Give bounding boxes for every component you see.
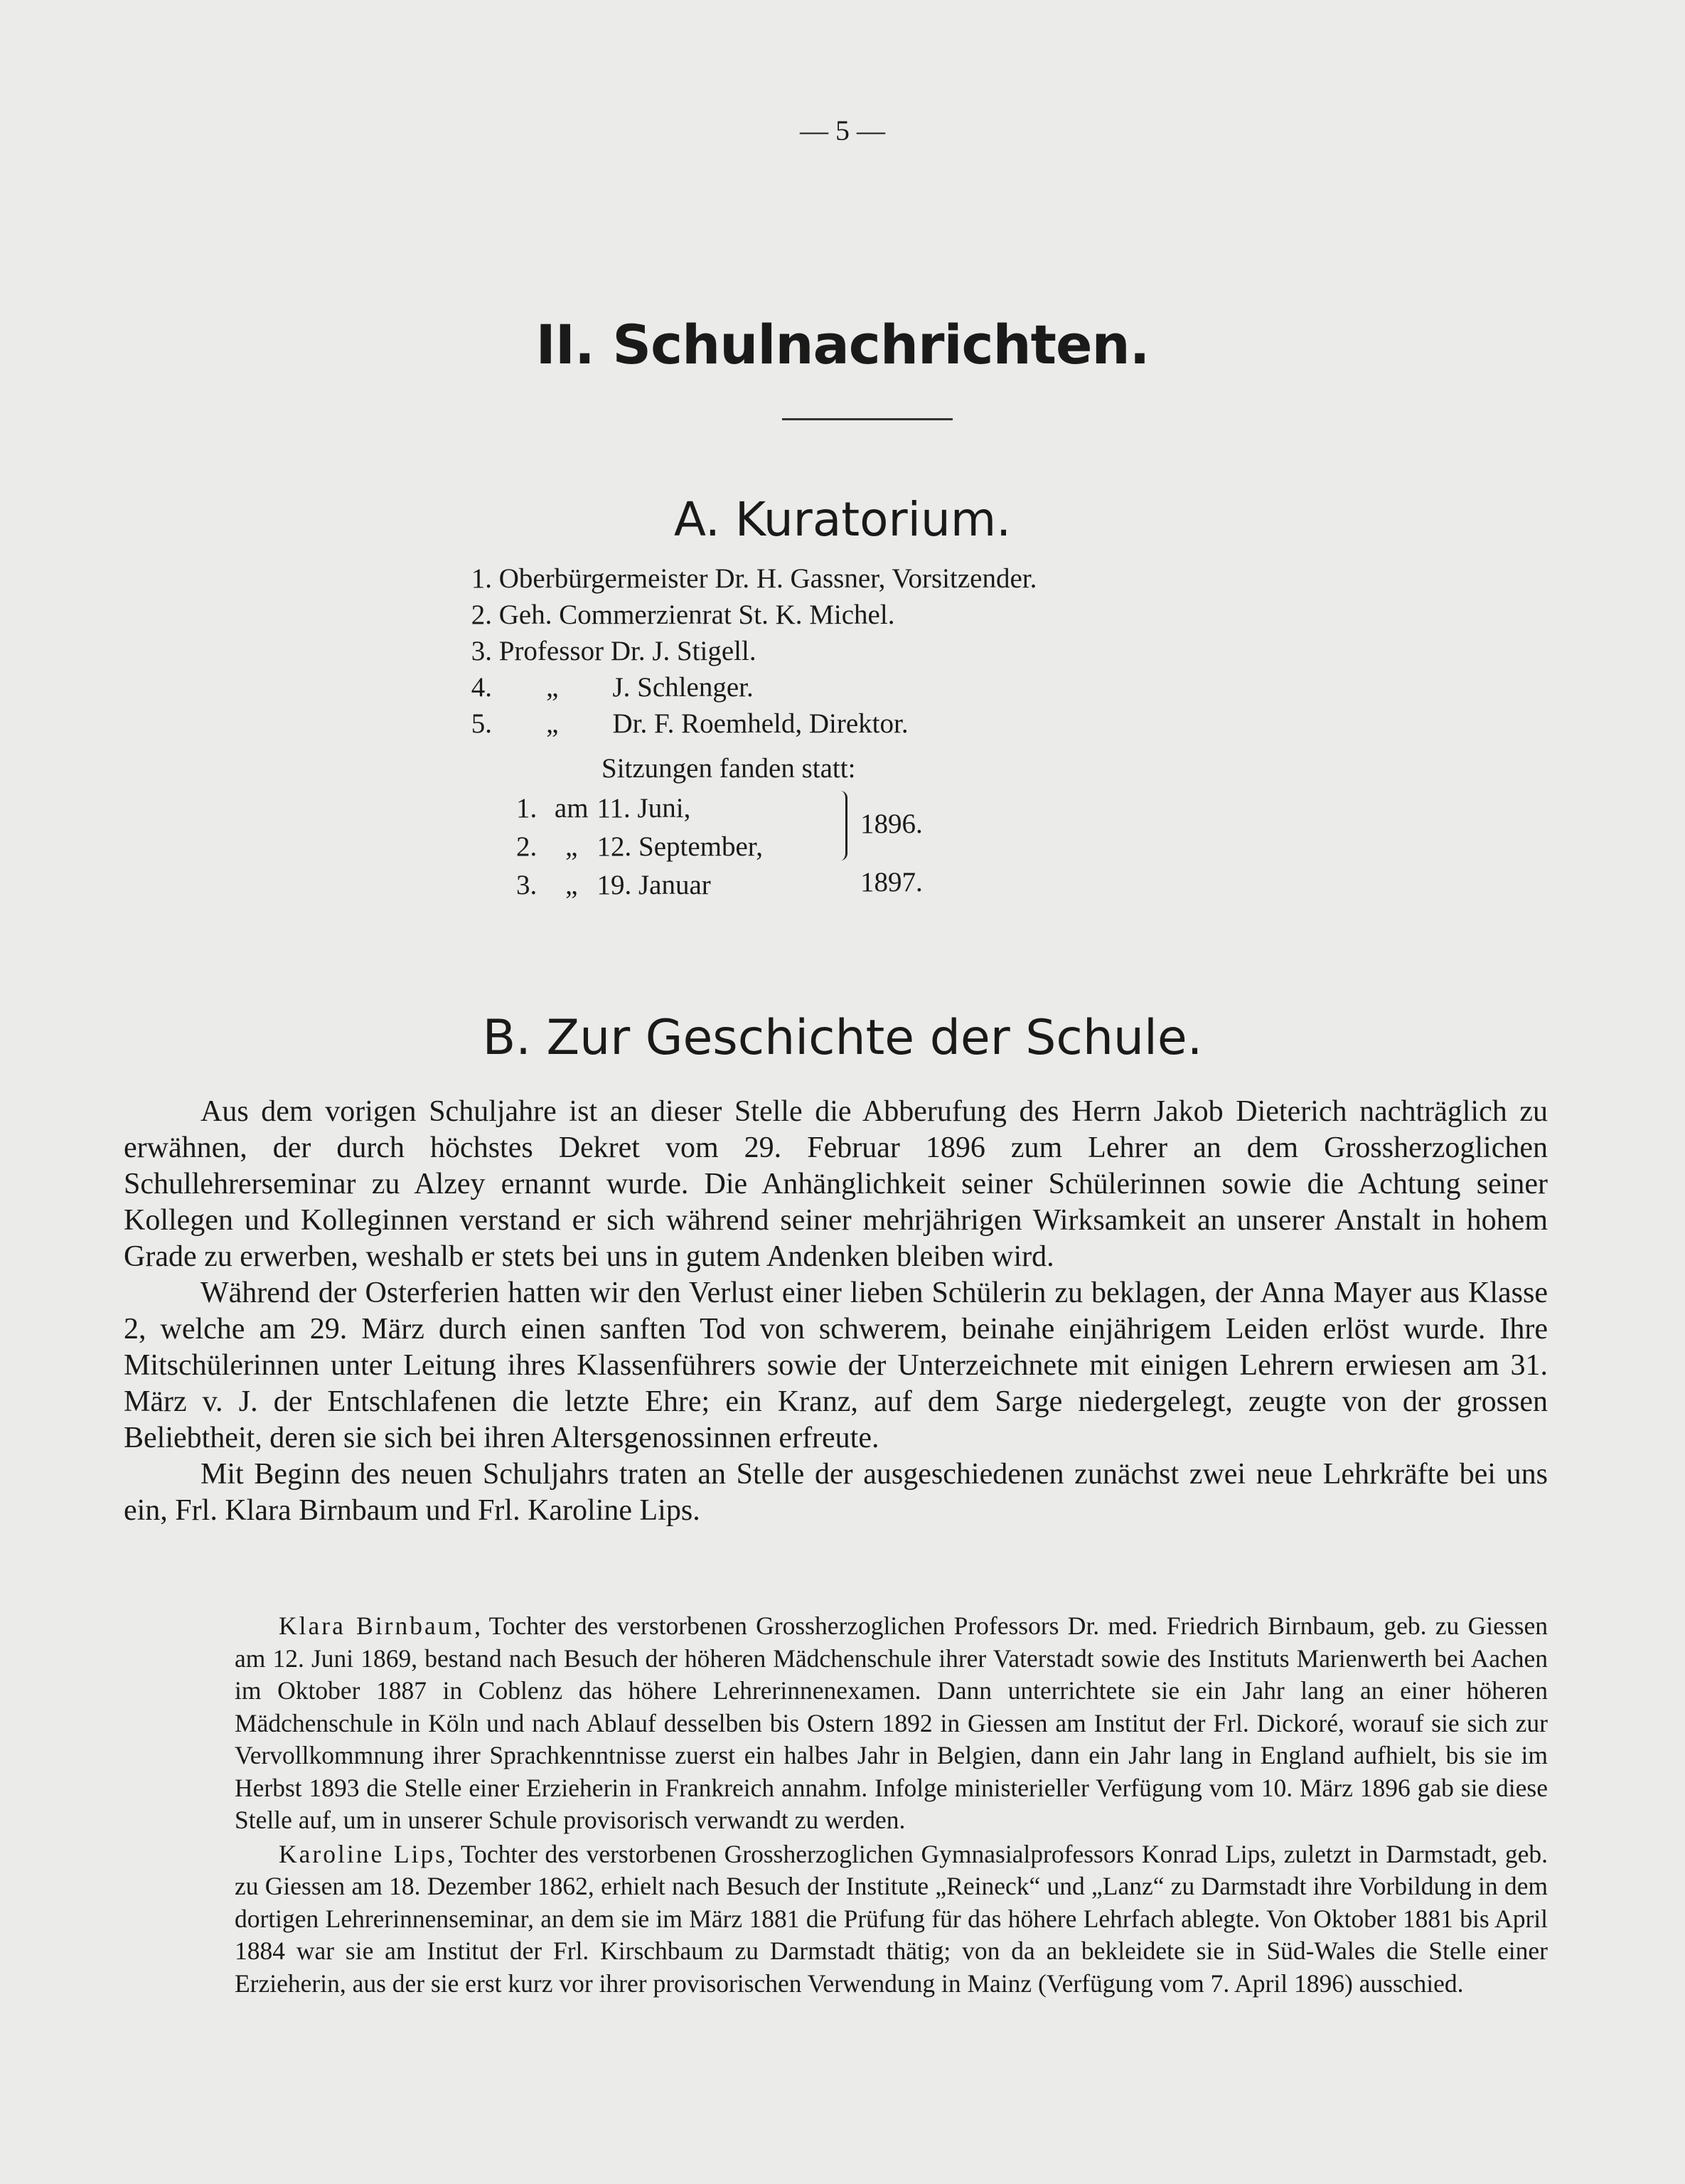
bio-text: , Tochter des verstorbenen Grossherzoglichen Gymnasialprofessors Konrad Lips, zuletzt in Darmstadt, geb. zu Giessen am 18. Dezember 1862, erhielt nach Besuch der Institute „Reineck“ und „Lanz“ zu Darmstadt ihre Vorbildung in dem dortigen Lehrerinnenseminar, an dem sie im März 1881 die Prüfung für das höhere Lehrfach ablegte. Von Oktober 1881 bis April 1884 war sie am Institut der Frl. Kirschbaum zu Darmstadt thätig; von da an bekleidete sie in Süd-Wales die Stelle einer Erzieherin, aus der sie erst kurz vor ihrer provisorischen Verwendung in Mainz (Verfügung vom 7. April 1896) ausschied.	[235, 1839, 1548, 1998]
list-item	[452, 597, 1305, 633]
member-number: 2.	[471, 600, 492, 630]
bio-paragraph	[235, 1610, 1548, 1837]
list-item	[516, 828, 782, 866]
session-prefix: „	[565, 831, 578, 862]
session-date: 11. Juni,	[597, 793, 691, 824]
member-number: 3.	[471, 636, 492, 666]
heading-kuratorium: A. Kuratorium.	[673, 492, 1012, 547]
session-number: 2.	[516, 831, 537, 862]
paragraph: Während der Osterferien hatten wir den Verlust einer lieben Schülerin zu beklagen, der Anna Mayer aus Klasse 2, welche am 29. März durch einen sanften Tod von schwerem, beinahe einjährigem Leiden erlöst wurde. Ihre Mitschülerinnen unter Leitung ihres Klassenführers sowie der Unterzeichnete mit einigen Lehrern erwiesen am 31. März v. J. der Entschlafenen die letzte Ehre; ein Kranz, auf dem Sarge niedergelegt, zeugte von der grossen Beliebtheit, deren sie sich bei ihren Altersgenossinnen erfreute.	[124, 1277, 1548, 1454]
ditto-mark: „	[546, 708, 559, 739]
paragraph: Mit Beginn des neuen Schuljahrs traten an Stelle der ausgeschiedenen zunächst zwei neue Lehrkräfte bei uns ein, Frl. Klara Birnbaum und Frl. Karoline Lips.	[124, 1458, 1548, 1527]
title-rule	[782, 418, 953, 420]
session-date: 12. September,	[597, 831, 763, 862]
member-number: 5.	[471, 708, 492, 739]
page-number: — 5 —	[800, 114, 885, 147]
list-item	[452, 560, 1305, 597]
list-item	[452, 633, 1305, 669]
member-number: 1.	[471, 563, 492, 594]
member-name: Oberbürgermeister Dr. H. Gassner, Vorsitzender.	[498, 563, 1037, 594]
session-date: 19. Januar	[597, 870, 711, 900]
bio-text: , Tochter des verstorbenen Grossherzoglichen Professors Dr. med. Friedrich Birnbaum, geb. zu Giessen am 12. Juni 1869, bestand nach Besuch der höheren Mädchenschule ihrer Vaterstadt sowie des Instituts Marienwerth bei Aachen im Oktober 1887 in Coblenz das höhere Lehrerinnenexamen. Dann unterrichtete sie ein Jahr lang an einer höheren Mädchenschule in Köln und nach Ablauf desselben bis Ostern 1892 in Giessen am Institut der Frl. Dickoré, worauf sie sich zur Vervollkommnung ihrer Sprachkenntnisse zuerst ein halbes Jahr in Belgien, dann ein Jahr lang in England aufhielt, bis sie im Herbst 1893 die Stelle einer Erzieherin in Frankreich annahm. Infolge ministerieller Verfügung vom 10. März 1896 gab sie diese Stelle auf, um in unserer Schule provisorisch verwandt zu werden.	[235, 1612, 1548, 1834]
heading-geschichte: B. Zur Geschichte der Schule.	[482, 1010, 1203, 1066]
member-name: Geh. Commerzienrat St. K. Michel.	[498, 600, 895, 630]
sessions-list	[516, 789, 782, 905]
bracket	[835, 791, 847, 861]
member-name: Professor Dr. J. Stigell.	[498, 636, 756, 666]
paragraph: Aus dem vorigen Schuljahre ist an dieser Stelle die Abberufung des Herrn Jakob Dieterich nachträglich zu erwähnen, der durch höchstes Dekret vom 29. Februar 1896 zum Lehrer an dem Grossherzoglichen Schullehrerseminar zu Alzey ernannt wurde. Die Anhänglichkeit seiner Schülerinnen sowie die Achtung seiner Kollegen und Kolleginnen verstand er sich während seiner mehrjährigen Wirksamkeit an unserer Anstalt in hohem Grade zu erwerben, weshalb er stets bei uns in gutem Andenken bleiben wird.	[124, 1095, 1548, 1273]
teacher-bios	[235, 1610, 1548, 2001]
section-title: II. Schulnachrichten.	[535, 313, 1150, 376]
session-year: 1897.	[860, 867, 923, 897]
session-number: 1.	[516, 793, 537, 824]
list-item	[452, 705, 1305, 742]
member-name: Dr. F. Roemheld, Direktor.	[612, 708, 909, 739]
list-item	[516, 789, 782, 828]
session-prefix: „	[565, 870, 578, 900]
member-number: 4.	[471, 672, 492, 703]
member-name: J. Schlenger.	[612, 672, 754, 703]
list-item	[516, 866, 782, 905]
kuratorium-member-list	[452, 560, 1305, 742]
list-item	[452, 669, 1305, 705]
bio-name: Karoline Lips	[279, 1839, 448, 1868]
history-body	[124, 1094, 1548, 1529]
ditto-mark: „	[546, 672, 559, 703]
bio-paragraph	[235, 1838, 1548, 2001]
sessions-title: Sitzungen fanden statt:	[601, 753, 856, 784]
session-year: 1896.	[860, 809, 923, 839]
bio-name: Klara Birnbaum	[279, 1612, 475, 1640]
session-prefix: am	[554, 793, 589, 824]
session-number: 3.	[516, 870, 537, 900]
